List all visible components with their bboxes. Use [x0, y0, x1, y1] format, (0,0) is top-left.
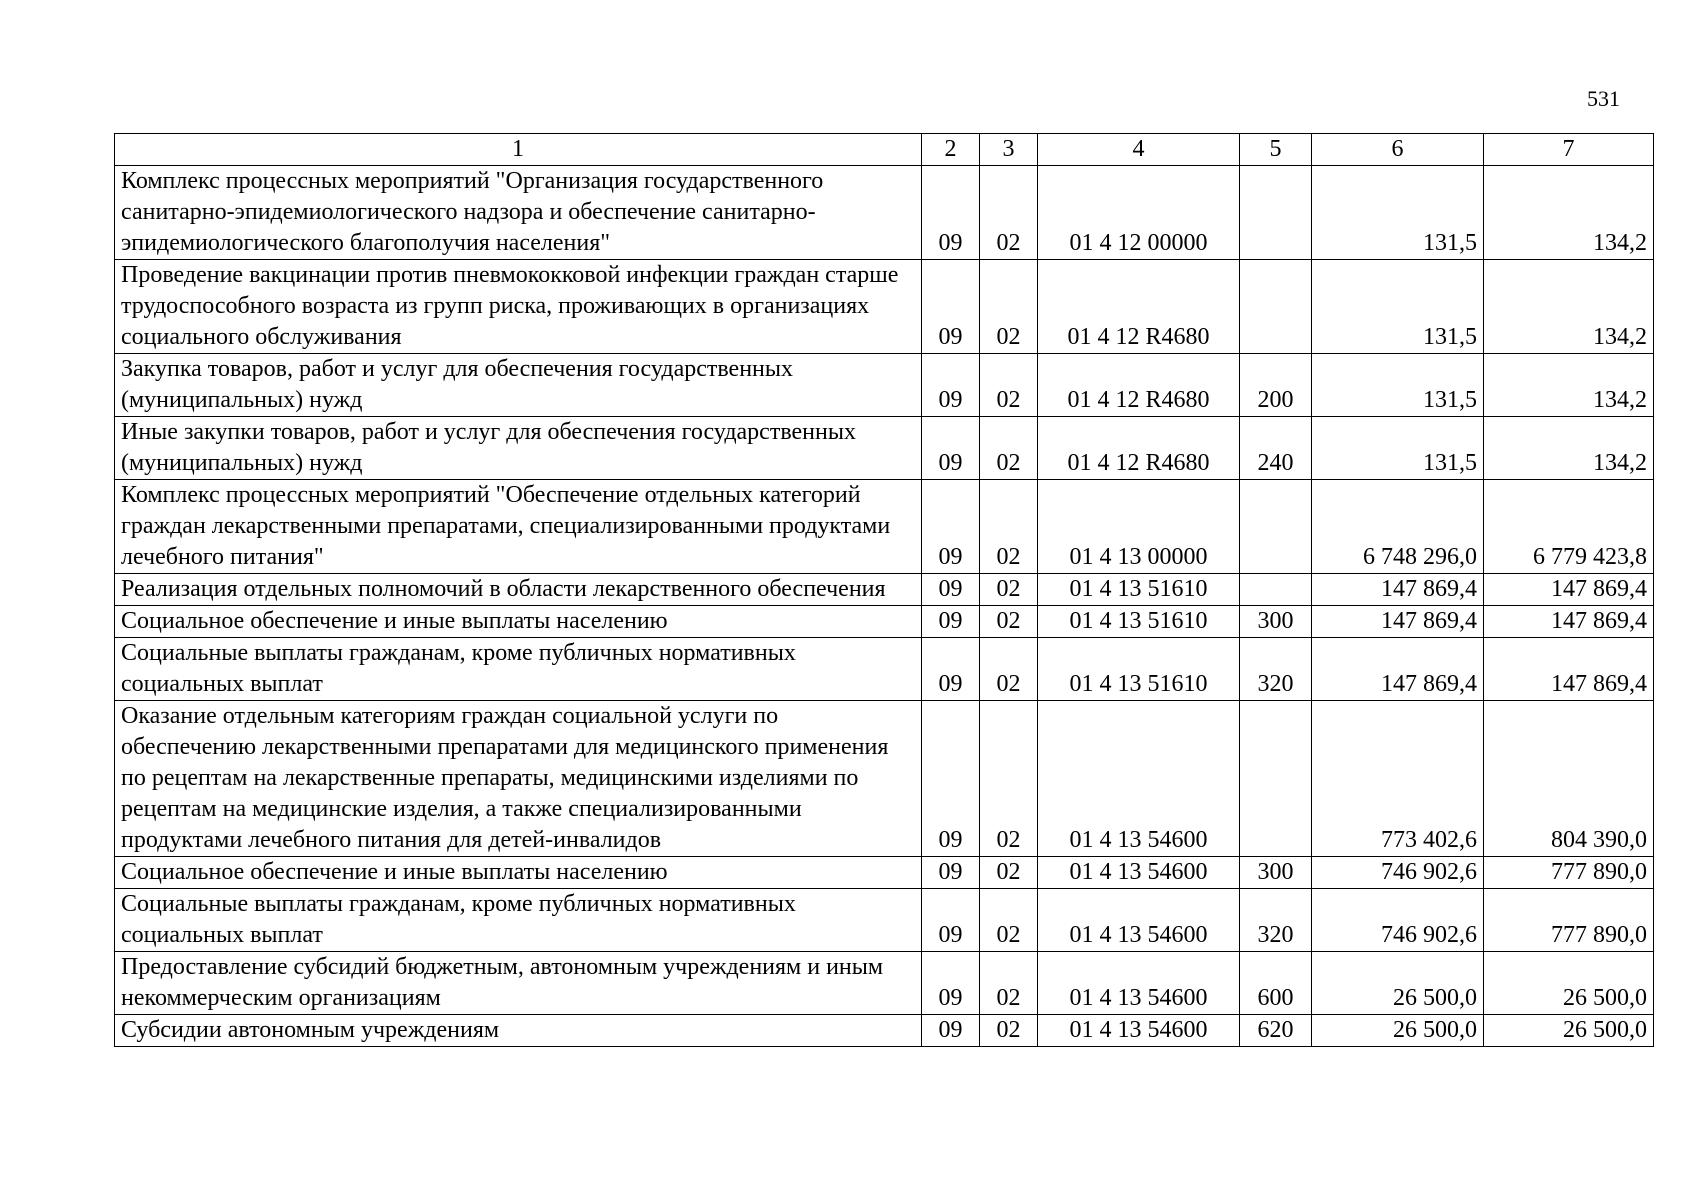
table-row	[115, 260, 1654, 354]
table-row	[115, 354, 1654, 417]
row-amount-7: 134,2	[1484, 166, 1654, 260]
column-header-6: 6	[1312, 134, 1484, 166]
row-target-code: 01 4 13 51610	[1038, 638, 1240, 701]
row-name: Проведение вакцинации против пневмококковой инфекции граждан старше трудоспособного возраста из групп риска, проживающих в организациях социального обслуживания	[115, 260, 922, 354]
row-amount-6: 6 748 296,0	[1312, 480, 1484, 574]
row-section: 09	[922, 574, 980, 606]
row-section: 09	[922, 638, 980, 701]
row-subsection: 02	[980, 166, 1038, 260]
row-section: 09	[922, 480, 980, 574]
row-section: 09	[922, 166, 980, 260]
row-amount-7: 6 779 423,8	[1484, 480, 1654, 574]
row-section: 09	[922, 857, 980, 889]
row-subsection: 02	[980, 952, 1038, 1015]
row-target-code: 01 4 13 54600	[1038, 889, 1240, 952]
row-name: Комплекс процессных мероприятий "Обеспечение отдельных категорий граждан лекарственными препаратами, специализированными продуктами лечебного питания"	[115, 480, 922, 574]
column-header-1: 1	[115, 134, 922, 166]
row-target-code: 01 4 13 51610	[1038, 606, 1240, 638]
row-section: 09	[922, 417, 980, 480]
row-amount-6: 147 869,4	[1312, 574, 1484, 606]
row-expense-type	[1240, 260, 1312, 354]
column-header-2: 2	[922, 134, 980, 166]
row-name: Иные закупки товаров, работ и услуг для обеспечения государственных (муниципальных) нужд	[115, 417, 922, 480]
row-subsection: 02	[980, 701, 1038, 857]
row-amount-7: 147 869,4	[1484, 574, 1654, 606]
page-number: 531	[1587, 86, 1620, 111]
row-target-code: 01 4 13 00000	[1038, 480, 1240, 574]
table-row	[115, 952, 1654, 1015]
row-name: Оказание отдельным категориям граждан социальной услуги по обеспечению лекарственными препаратами для медицинского применения по рецептам на лекарственные препараты, медицинскими изделиями по рецептам на медицинские изделия, а также специализированными продуктами лечебного питания для детей-инвалидов	[115, 701, 922, 857]
row-expense-type: 320	[1240, 889, 1312, 952]
table-row	[115, 606, 1654, 638]
row-target-code: 01 4 12 00000	[1038, 166, 1240, 260]
row-subsection: 02	[980, 606, 1038, 638]
row-target-code: 01 4 13 54600	[1038, 701, 1240, 857]
row-name: Предоставление субсидий бюджетным, автономным учреждениям и иным некоммерческим организациям	[115, 952, 922, 1015]
row-subsection: 02	[980, 417, 1038, 480]
column-header-7: 7	[1484, 134, 1654, 166]
table-row	[115, 889, 1654, 952]
row-expense-type: 200	[1240, 354, 1312, 417]
row-amount-7: 134,2	[1484, 354, 1654, 417]
table-row	[115, 417, 1654, 480]
row-subsection: 02	[980, 889, 1038, 952]
row-name: Социальные выплаты гражданам, кроме публичных нормативных социальных выплат	[115, 889, 922, 952]
row-amount-7: 134,2	[1484, 417, 1654, 480]
row-expense-type	[1240, 480, 1312, 574]
row-subsection: 02	[980, 1015, 1038, 1047]
row-expense-type: 600	[1240, 952, 1312, 1015]
row-subsection: 02	[980, 354, 1038, 417]
row-amount-7: 26 500,0	[1484, 952, 1654, 1015]
table-row	[115, 574, 1654, 606]
row-amount-7: 147 869,4	[1484, 638, 1654, 701]
row-target-code: 01 4 12 R4680	[1038, 417, 1240, 480]
row-amount-6: 131,5	[1312, 166, 1484, 260]
row-subsection: 02	[980, 260, 1038, 354]
header-row	[115, 134, 1654, 166]
column-header-4: 4	[1038, 134, 1240, 166]
budget-table	[114, 133, 1654, 1047]
row-expense-type: 620	[1240, 1015, 1312, 1047]
row-amount-7: 804 390,0	[1484, 701, 1654, 857]
row-expense-type: 240	[1240, 417, 1312, 480]
row-amount-7: 777 890,0	[1484, 889, 1654, 952]
row-expense-type: 300	[1240, 857, 1312, 889]
table-row	[115, 701, 1654, 857]
row-expense-type	[1240, 574, 1312, 606]
row-name: Субсидии автономным учреждениям	[115, 1015, 922, 1047]
row-target-code: 01 4 13 54600	[1038, 952, 1240, 1015]
row-target-code: 01 4 13 54600	[1038, 857, 1240, 889]
row-expense-type: 300	[1240, 606, 1312, 638]
row-section: 09	[922, 354, 980, 417]
table-row	[115, 480, 1654, 574]
row-section: 09	[922, 606, 980, 638]
row-subsection: 02	[980, 857, 1038, 889]
row-expense-type	[1240, 166, 1312, 260]
row-amount-7: 777 890,0	[1484, 857, 1654, 889]
row-amount-6: 26 500,0	[1312, 952, 1484, 1015]
row-amount-6: 746 902,6	[1312, 857, 1484, 889]
row-amount-6: 147 869,4	[1312, 638, 1484, 701]
row-amount-6: 147 869,4	[1312, 606, 1484, 638]
row-name: Социальное обеспечение и иные выплаты населению	[115, 857, 922, 889]
column-header-3: 3	[980, 134, 1038, 166]
row-name: Социальные выплаты гражданам, кроме публичных нормативных социальных выплат	[115, 638, 922, 701]
row-name: Комплекс процессных мероприятий "Организация государственного санитарно-эпидемиологического надзора и обеспечение санитарно-эпидемиологического благополучия населения"	[115, 166, 922, 260]
row-amount-6: 131,5	[1312, 260, 1484, 354]
row-amount-6: 26 500,0	[1312, 1015, 1484, 1047]
row-amount-6: 131,5	[1312, 417, 1484, 480]
row-section: 09	[922, 260, 980, 354]
row-amount-7: 134,2	[1484, 260, 1654, 354]
row-target-code: 01 4 12 R4680	[1038, 354, 1240, 417]
table-row	[115, 857, 1654, 889]
row-name: Реализация отдельных полномочий в области лекарственного обеспечения	[115, 574, 922, 606]
row-amount-6: 746 902,6	[1312, 889, 1484, 952]
row-amount-7: 147 869,4	[1484, 606, 1654, 638]
row-target-code: 01 4 13 51610	[1038, 574, 1240, 606]
table-body	[115, 166, 1654, 1047]
row-name: Закупка товаров, работ и услуг для обеспечения государственных (муниципальных) нужд	[115, 354, 922, 417]
row-section: 09	[922, 889, 980, 952]
row-section: 09	[922, 1015, 980, 1047]
row-name: Социальное обеспечение и иные выплаты населению	[115, 606, 922, 638]
table-row	[115, 166, 1654, 260]
row-amount-6: 773 402,6	[1312, 701, 1484, 857]
table-row	[115, 638, 1654, 701]
row-target-code: 01 4 12 R4680	[1038, 260, 1240, 354]
row-subsection: 02	[980, 574, 1038, 606]
row-amount-7: 26 500,0	[1484, 1015, 1654, 1047]
row-subsection: 02	[980, 638, 1038, 701]
row-subsection: 02	[980, 480, 1038, 574]
row-section: 09	[922, 701, 980, 857]
row-target-code: 01 4 13 54600	[1038, 1015, 1240, 1047]
column-header-5: 5	[1240, 134, 1312, 166]
row-section: 09	[922, 952, 980, 1015]
row-expense-type: 320	[1240, 638, 1312, 701]
row-amount-6: 131,5	[1312, 354, 1484, 417]
table-row	[115, 1015, 1654, 1047]
row-expense-type	[1240, 701, 1312, 857]
